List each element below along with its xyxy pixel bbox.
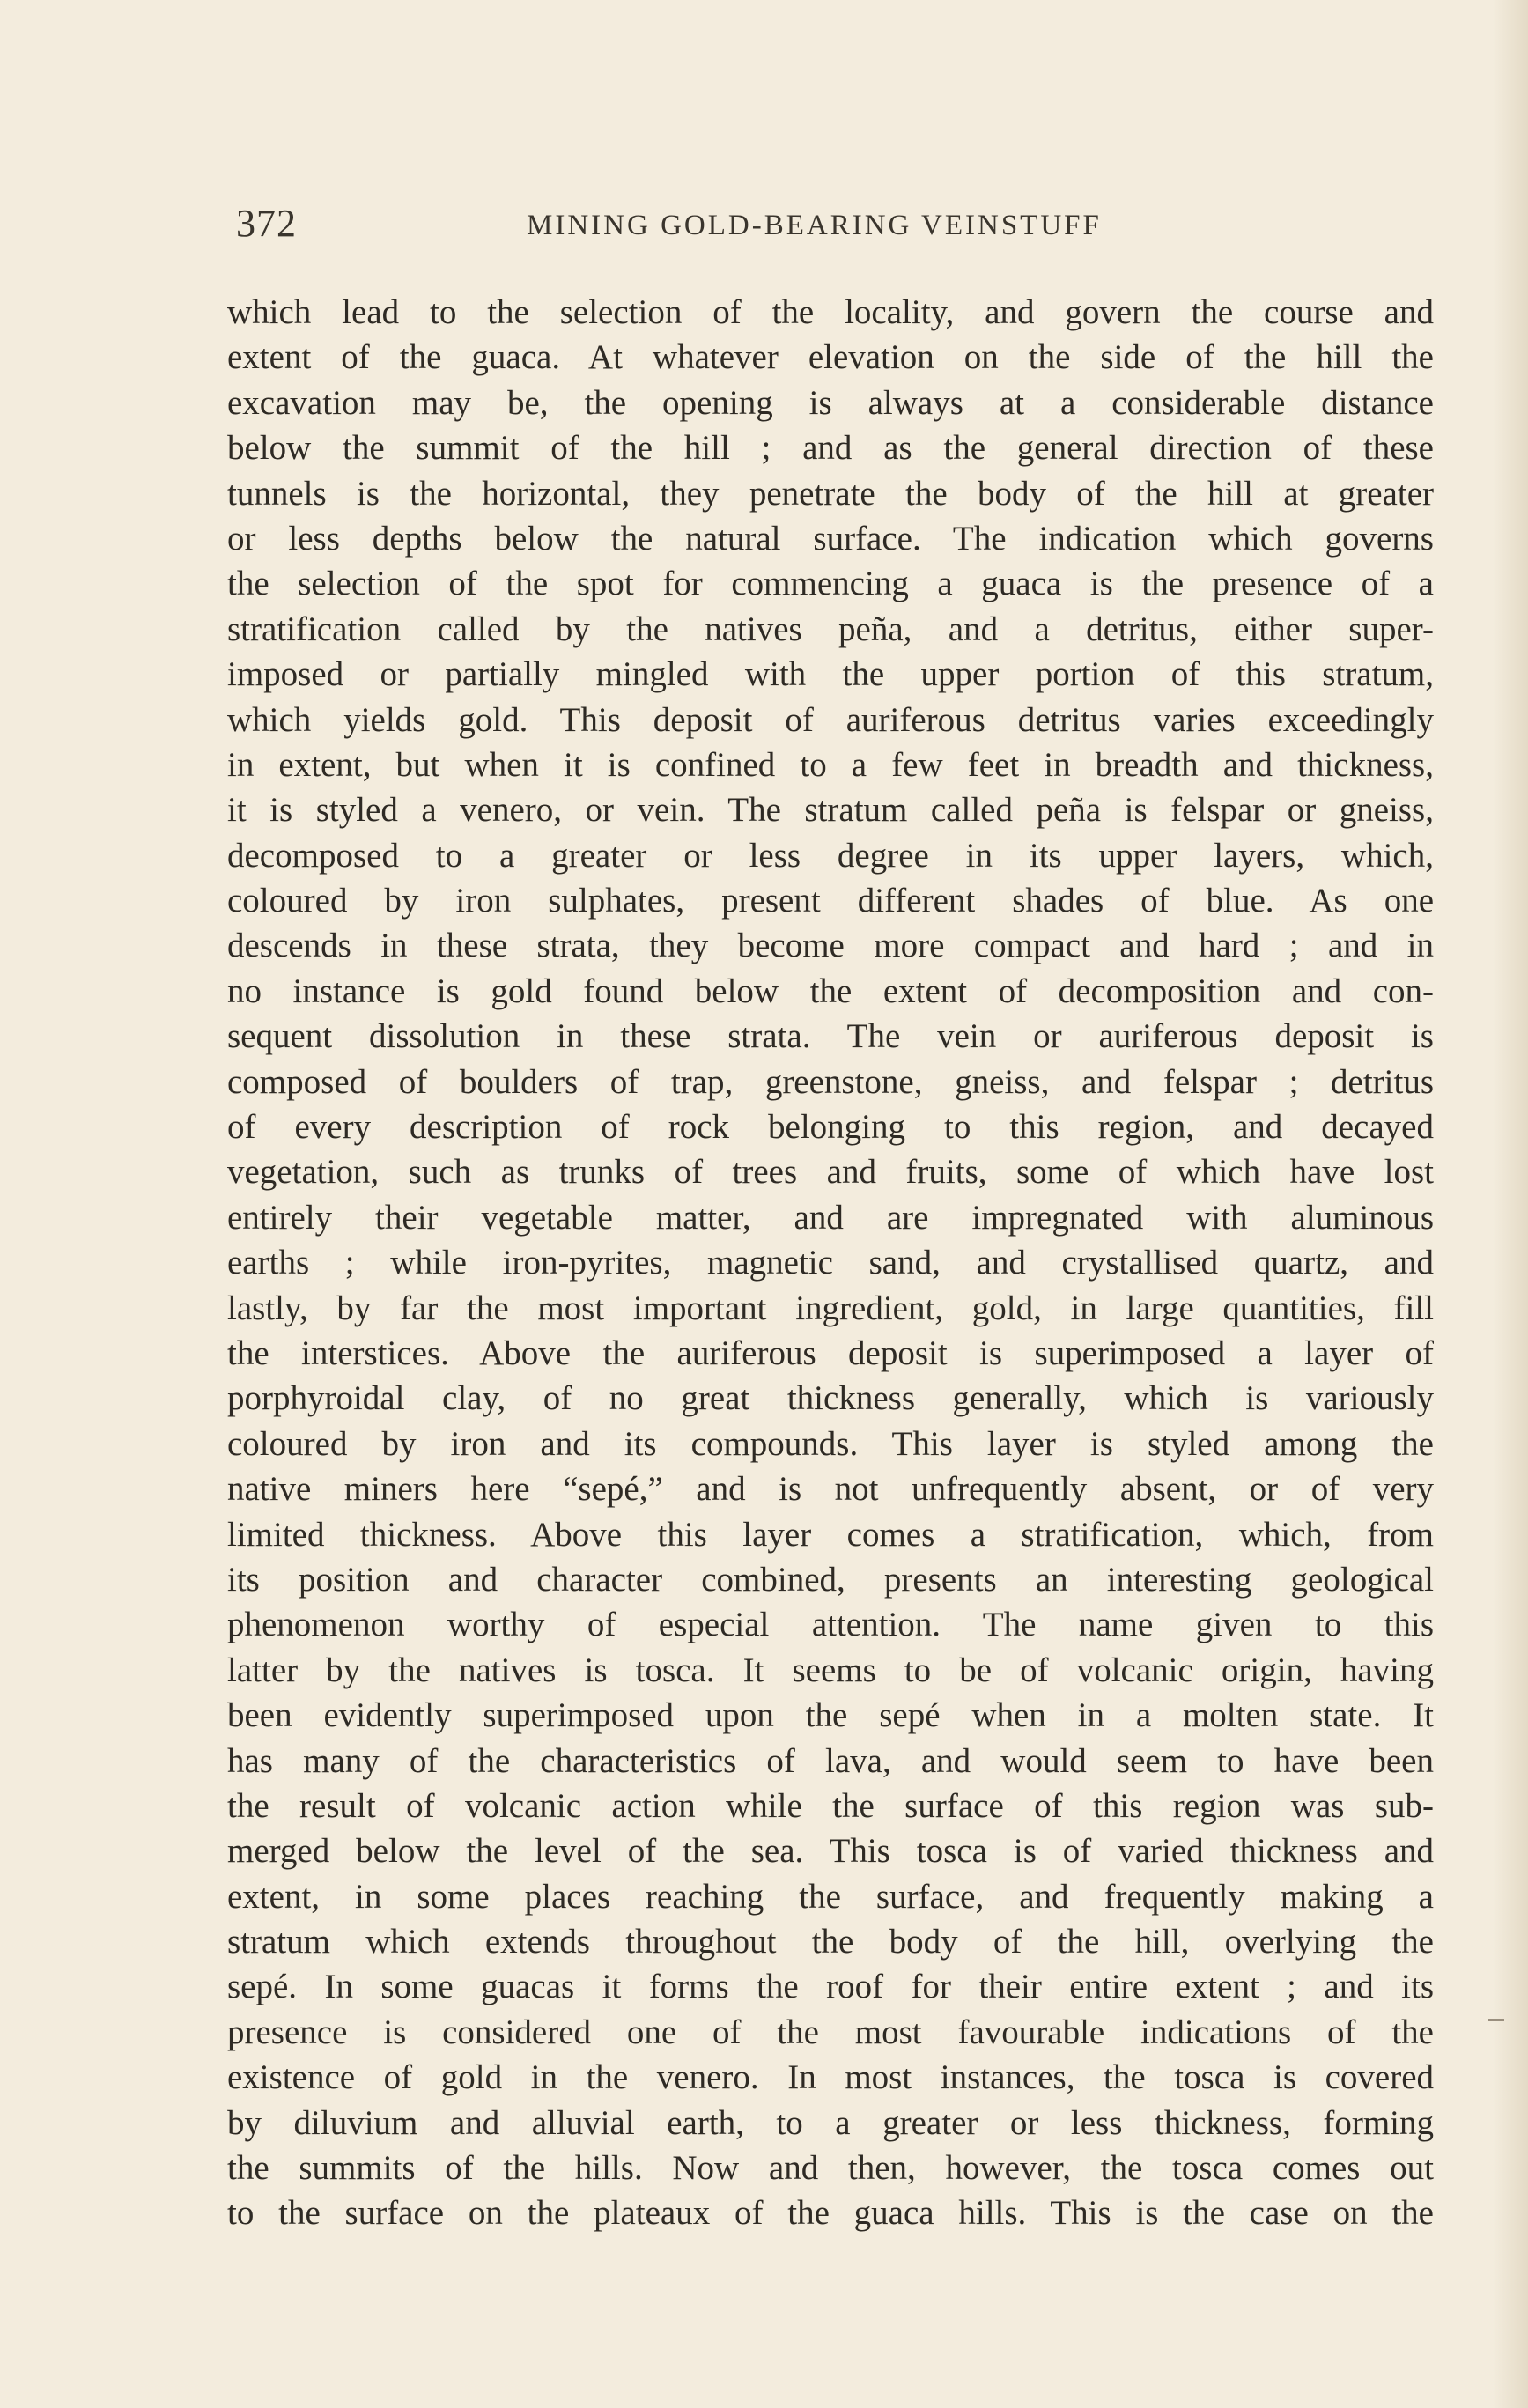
- text-line: or less depths below the natural surface. The indication which governs: [227, 519, 1434, 558]
- text-line: by diluvium and alluvial earth, to a greater or less thickness, forming: [227, 2103, 1434, 2142]
- text-line: coloured by iron sulphates, present different shades of blue. As one: [227, 882, 1434, 920]
- text-line: composed of boulders of trap, greenstone, gneiss, and felspar ; detritus: [227, 1062, 1434, 1101]
- text-line: stratum which extends throughout the body of the hill, overlying the: [227, 1923, 1434, 1961]
- text-line: sequent dissolution in these strata. The vein or auriferous deposit is: [227, 1017, 1434, 1056]
- text-line: it is styled a venero, or vein. The stratum called peña is felspar or gneiss,: [227, 791, 1434, 830]
- running-head: MINING GOLD-BEARING VEINSTUFF: [527, 210, 1102, 241]
- text-line: descends in these strata, they become more compact and hard ; and in: [227, 927, 1434, 965]
- text-line: its position and character combined, presents an interesting geological: [227, 1560, 1434, 1599]
- text-line: the result of volcanic action while the surface of this region was sub-: [227, 1786, 1434, 1825]
- text-line: below the summit of the hill ; and as the general direction of these: [227, 429, 1434, 468]
- text-line: latter by the natives is tosca. It seems to be of volcanic origin, having: [227, 1651, 1434, 1689]
- text-line: native miners here “sepé,” and is not unfrequently absent, or of very: [227, 1470, 1434, 1509]
- text-line: excavation may be, the opening is always at a considerable distance: [227, 383, 1434, 422]
- text-line: imposed or partially mingled with the upper portion of this stratum,: [227, 655, 1434, 694]
- margin-mark: [1488, 2019, 1504, 2021]
- text-line: limited thickness. Above this layer comes a stratification, which, from: [227, 1515, 1434, 1554]
- text-line: extent, in some places reaching the surface, and frequently making a: [227, 1877, 1434, 1916]
- text-line: existence of gold in the venero. In most instances, the tosca is covered: [227, 2058, 1434, 2097]
- text-line: decomposed to a greater or less degree in its upper layers, which,: [227, 836, 1434, 875]
- text-line: which yields gold. This deposit of auriferous detritus varies exceedingly: [227, 700, 1434, 739]
- page-edge-shading: [1493, 0, 1528, 2408]
- text-line: stratification called by the natives peña, and a detritus, either super-: [227, 609, 1434, 648]
- text-line: in extent, but when it is confined to a few feet in breadth and thickness,: [227, 745, 1434, 784]
- text-line: sepé. In some guacas it forms the roof for their entire extent ; and its: [227, 1968, 1434, 2006]
- text-line: which lead to the selection of the locality, and govern the course and: [227, 293, 1434, 331]
- text-line: extent of the guaca. At whatever elevation on the side of the hill the: [227, 338, 1434, 377]
- text-line: tunnels is the horizontal, they penetrate the body of the hill at greater: [227, 474, 1434, 513]
- text-line: entirely their vegetable matter, and are impregnated with aluminous: [227, 1198, 1434, 1237]
- text-line: been evidently superimposed upon the sepé when in a molten state. It: [227, 1696, 1434, 1735]
- text-line: earths ; while iron-pyrites, magnetic sand, and crystallised quartz, and: [227, 1244, 1434, 1282]
- text-line: vegetation, such as trunks of trees and fruits, some of which have lost: [227, 1153, 1434, 1192]
- text-line: the interstices. Above the auriferous deposit is superimposed a layer of: [227, 1333, 1434, 1372]
- text-line: no instance is gold found below the extent of decomposition and con-: [227, 971, 1434, 1010]
- text-line: presence is considered one of the most favourable indications of the: [227, 2013, 1434, 2051]
- text-line: has many of the characteristics of lava, and would seem to have been: [227, 1741, 1434, 1780]
- text-line: porphyroidal clay, of no great thickness generally, which is variously: [227, 1379, 1434, 1418]
- text-line: coloured by iron and its compounds. This layer is styled among the: [227, 1424, 1434, 1463]
- text-line: the summits of the hills. Now and then, however, the tosca comes out: [227, 2149, 1434, 2188]
- text-line: lastly, by far the most important ingredient, gold, in large quantities, fill: [227, 1289, 1434, 1327]
- page-number: 372: [236, 202, 297, 245]
- text-line: phenomenon worthy of especial attention. The name given to this: [227, 1606, 1434, 1644]
- body-text: [227, 290, 1434, 2236]
- text-line: to the surface on the plateaux of the guaca hills. This is the case on the: [227, 2194, 1434, 2233]
- page-header: [236, 201, 1416, 254]
- text-line: the selection of the spot for commencing a guaca is the presence of a: [227, 565, 1434, 603]
- text-line: merged below the level of the sea. This tosca is of varied thickness and: [227, 1832, 1434, 1871]
- text-line: of every description of rock belonging to this region, and decayed: [227, 1108, 1434, 1147]
